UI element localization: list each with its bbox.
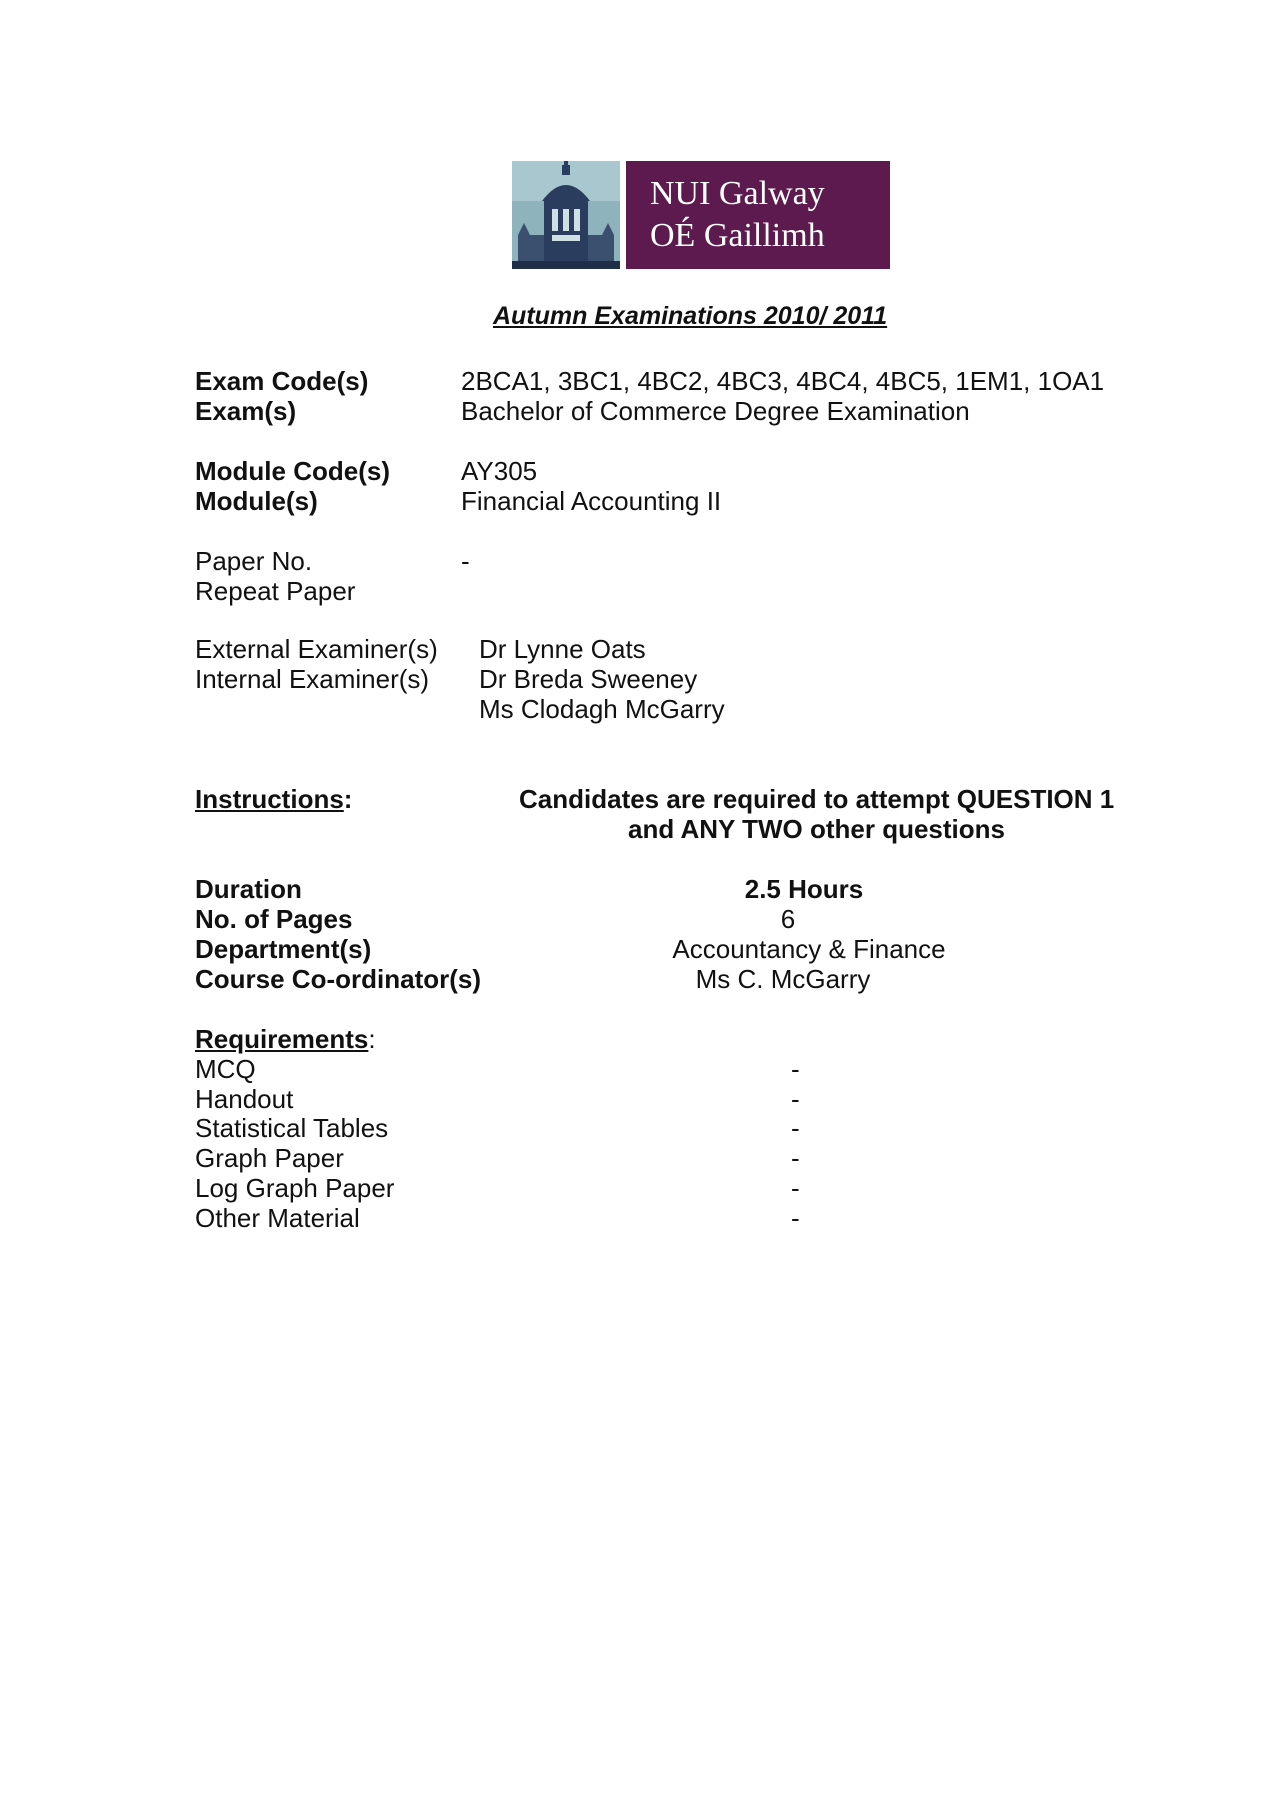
internal-examiner-2: Ms Clodagh McGarry	[479, 694, 725, 724]
requirement-label-mcq: MCQ	[195, 1054, 256, 1084]
requirement-value-log-graph-paper: -	[791, 1173, 800, 1203]
paper-no-value: -	[461, 546, 470, 576]
modules-value: Financial Accounting II	[461, 486, 722, 516]
coordinators-label: Course Co-ordinator(s)	[195, 964, 481, 994]
module-codes-value: AY305	[461, 456, 538, 486]
internal-examiner-1: Dr Breda Sweeney	[479, 664, 698, 694]
exam-title: Autumn Examinations 2010/ 2011	[493, 302, 888, 330]
instructions-colon: :	[343, 784, 353, 814]
pages-label: No. of Pages	[195, 904, 353, 934]
pages-value: 6	[780, 904, 796, 934]
requirement-label-log-graph-paper: Log Graph Paper	[195, 1173, 395, 1203]
exam-codes-value: 2BCA1, 3BC1, 4BC2, 4BC3, 4BC4, 4BC5, 1EM1, 1OA1	[461, 366, 1105, 396]
instructions-heading	[195, 784, 352, 814]
instructions-line1: Candidates are required to attempt QUESTION 1	[519, 784, 1115, 814]
repeat-paper-label: Repeat Paper	[195, 576, 356, 606]
external-examiners-value: Dr Lynne Oats	[479, 634, 646, 664]
nui-galway-logo	[512, 161, 890, 269]
requirement-label-handout: Handout	[195, 1084, 294, 1114]
external-examiners-label: External Examiner(s)	[195, 634, 438, 664]
paper-no-label: Paper No.	[195, 546, 313, 576]
logo-text-line1: NUI Galway	[650, 175, 825, 212]
requirement-value-mcq: -	[791, 1054, 800, 1084]
exam-codes-label: Exam Code(s)	[195, 366, 369, 396]
requirement-value-graph-paper: -	[791, 1143, 800, 1173]
requirement-label-statistical-tables: Statistical Tables	[195, 1113, 389, 1143]
instructions-label: Instructions	[195, 784, 344, 814]
requirements-heading	[195, 1024, 376, 1054]
requirement-value-statistical-tables: -	[791, 1113, 800, 1143]
logo-text-line2: OÉ Gaillimh	[650, 217, 825, 254]
requirement-value-handout: -	[791, 1084, 800, 1114]
departments-label: Department(s)	[195, 934, 372, 964]
instructions-line2: and ANY TWO other questions	[627, 814, 1005, 844]
exams-value: Bachelor of Commerce Degree Examination	[461, 396, 970, 426]
requirements-colon: :	[368, 1024, 376, 1054]
module-codes-label: Module Code(s)	[195, 456, 390, 486]
departments-value: Accountancy & Finance	[672, 934, 946, 964]
exams-label: Exam(s)	[195, 396, 297, 426]
requirement-label-graph-paper: Graph Paper	[195, 1143, 344, 1173]
internal-examiners-label: Internal Examiner(s)	[195, 664, 430, 694]
coordinators-value: Ms C. McGarry	[695, 964, 871, 994]
duration-label: Duration	[195, 874, 302, 904]
modules-label: Module(s)	[195, 486, 318, 516]
requirement-label-other-material: Other Material	[195, 1203, 360, 1233]
requirement-value-other-material: -	[791, 1203, 800, 1233]
requirements-label: Requirements	[195, 1024, 369, 1054]
duration-value: 2.5 Hours	[744, 874, 864, 904]
